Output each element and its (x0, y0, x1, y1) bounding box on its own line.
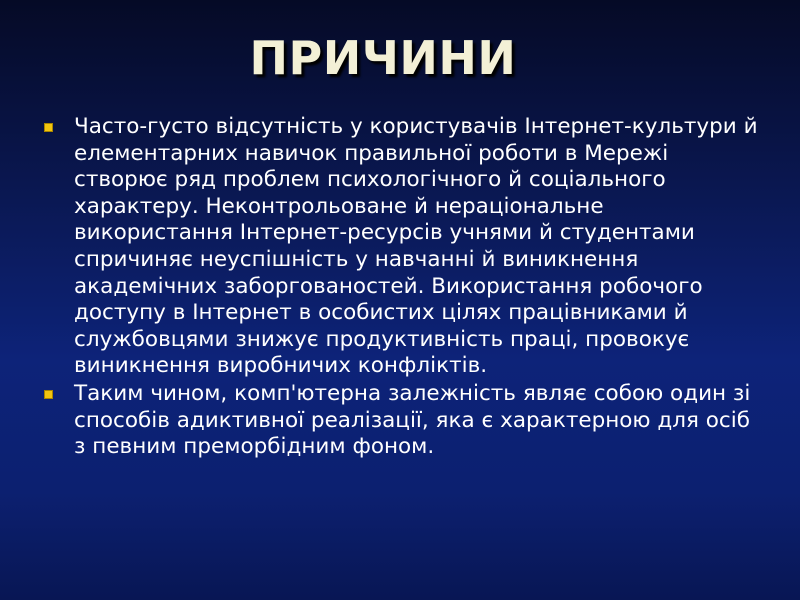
square-bullet-icon (44, 390, 53, 399)
bullet-text: Часто-густо відсутність у користувачів Інтернет-культури й елементарних навичок правильної роботи в Мережі створює ряд проблем психологічного й соціального характеру. Неконтрольоване й нераціональне використання Інтернет-ресурсів учнями й студентами спричиняє неуспішність у навчанні й виникнення академічних заборгованостей. Використання робочого доступу в Інтернет в особистих цілях працівниками й службовцями знижує продуктивність праці, провокує виникнення виробничих конфліктів. (74, 114, 758, 379)
bullet-text: Таким чином, комп'ютерна залежність являє собою один зі способів адиктивної реалізації, яка є характерною для осіб з певним преморбідним фоном. (74, 380, 751, 460)
bullet-list (38, 114, 758, 462)
bullet-item (38, 381, 758, 461)
slide-title: ПРИЧИНИ (249, 31, 517, 85)
square-bullet-icon (44, 123, 53, 132)
bullet-item (38, 114, 758, 380)
